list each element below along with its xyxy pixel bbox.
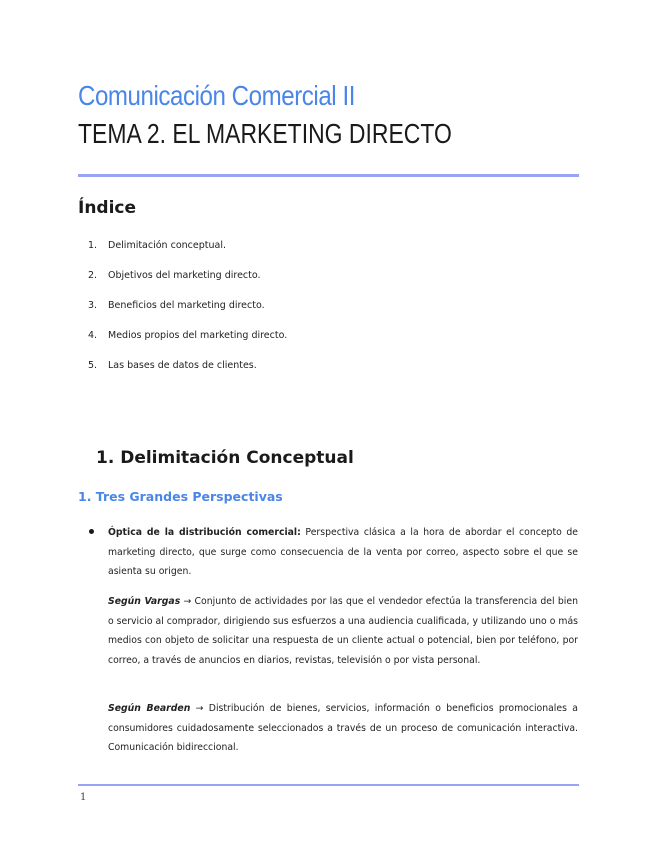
bullet-dot-icon <box>89 529 94 534</box>
index-item <box>88 238 287 268</box>
index-item-label: Objetivos del marketing directo. <box>108 270 261 281</box>
bearden-paragraph <box>108 699 578 758</box>
index-item-number: 4. <box>88 330 98 341</box>
index-item-number: 2. <box>88 270 98 281</box>
bearden-lead: Según Bearden <box>108 703 191 714</box>
index-list <box>88 238 287 388</box>
index-item-label: Las bases de datos de clientes. <box>108 360 257 371</box>
index-item-number: 5. <box>88 360 98 371</box>
topic-title: TEMA 2. EL MARKETING DIRECTO <box>78 118 452 149</box>
vargas-paragraph <box>108 592 578 670</box>
vargas-lead: Según Vargas <box>108 596 181 607</box>
index-item <box>88 268 287 298</box>
index-item <box>88 328 287 358</box>
bullet-text: Perspectiva clásica a la hora de abordar el concepto de marketing directo, que surge como consecuencia de la venta por correo, aspecto sobre el que se asienta su origen. <box>108 527 578 577</box>
bullet-paragraph <box>108 523 578 582</box>
vargas-text: → Conjunto de actividades por las que el vendedor efectúa la transferencia del bien o servicio al comprador, dirigiendo sus esfuerzos a una audiencia cualificada, y utilizando uno o más medios con objeto de solicitar una respuesta de un cliente actual o potencial, bien por teléfono, por correo, a través de anuncios en diarios, revistas, televisión o por vista personal. <box>108 596 578 666</box>
bullet-lead: Óptica de la distribución comercial: <box>108 527 301 538</box>
course-title: Comunicación Comercial II <box>78 80 355 111</box>
index-item-label: Delimitación conceptual. <box>108 240 226 251</box>
index-item-number: 3. <box>88 300 98 311</box>
subsection-heading: 1. Tres Grandes Perspectivas <box>78 489 283 504</box>
index-item <box>88 298 287 328</box>
index-item-label: Medios propios del marketing directo. <box>108 330 288 341</box>
index-item <box>88 358 287 388</box>
index-item-label: Beneficios del marketing directo. <box>108 300 265 311</box>
page-number: 1 <box>80 792 87 803</box>
section-heading: 1. Delimitación Conceptual <box>96 448 354 468</box>
index-item-number: 1. <box>88 240 98 251</box>
footer-divider <box>78 784 579 786</box>
header-divider <box>78 174 579 177</box>
index-heading: Índice <box>78 198 137 218</box>
bearden-text: → Distribución de bienes, servicios, información o beneficios promocionales a consumidores cuidadosamente seleccionados a través de un proceso de comunicación interactiva. Comunicación bidireccional. <box>108 703 578 753</box>
